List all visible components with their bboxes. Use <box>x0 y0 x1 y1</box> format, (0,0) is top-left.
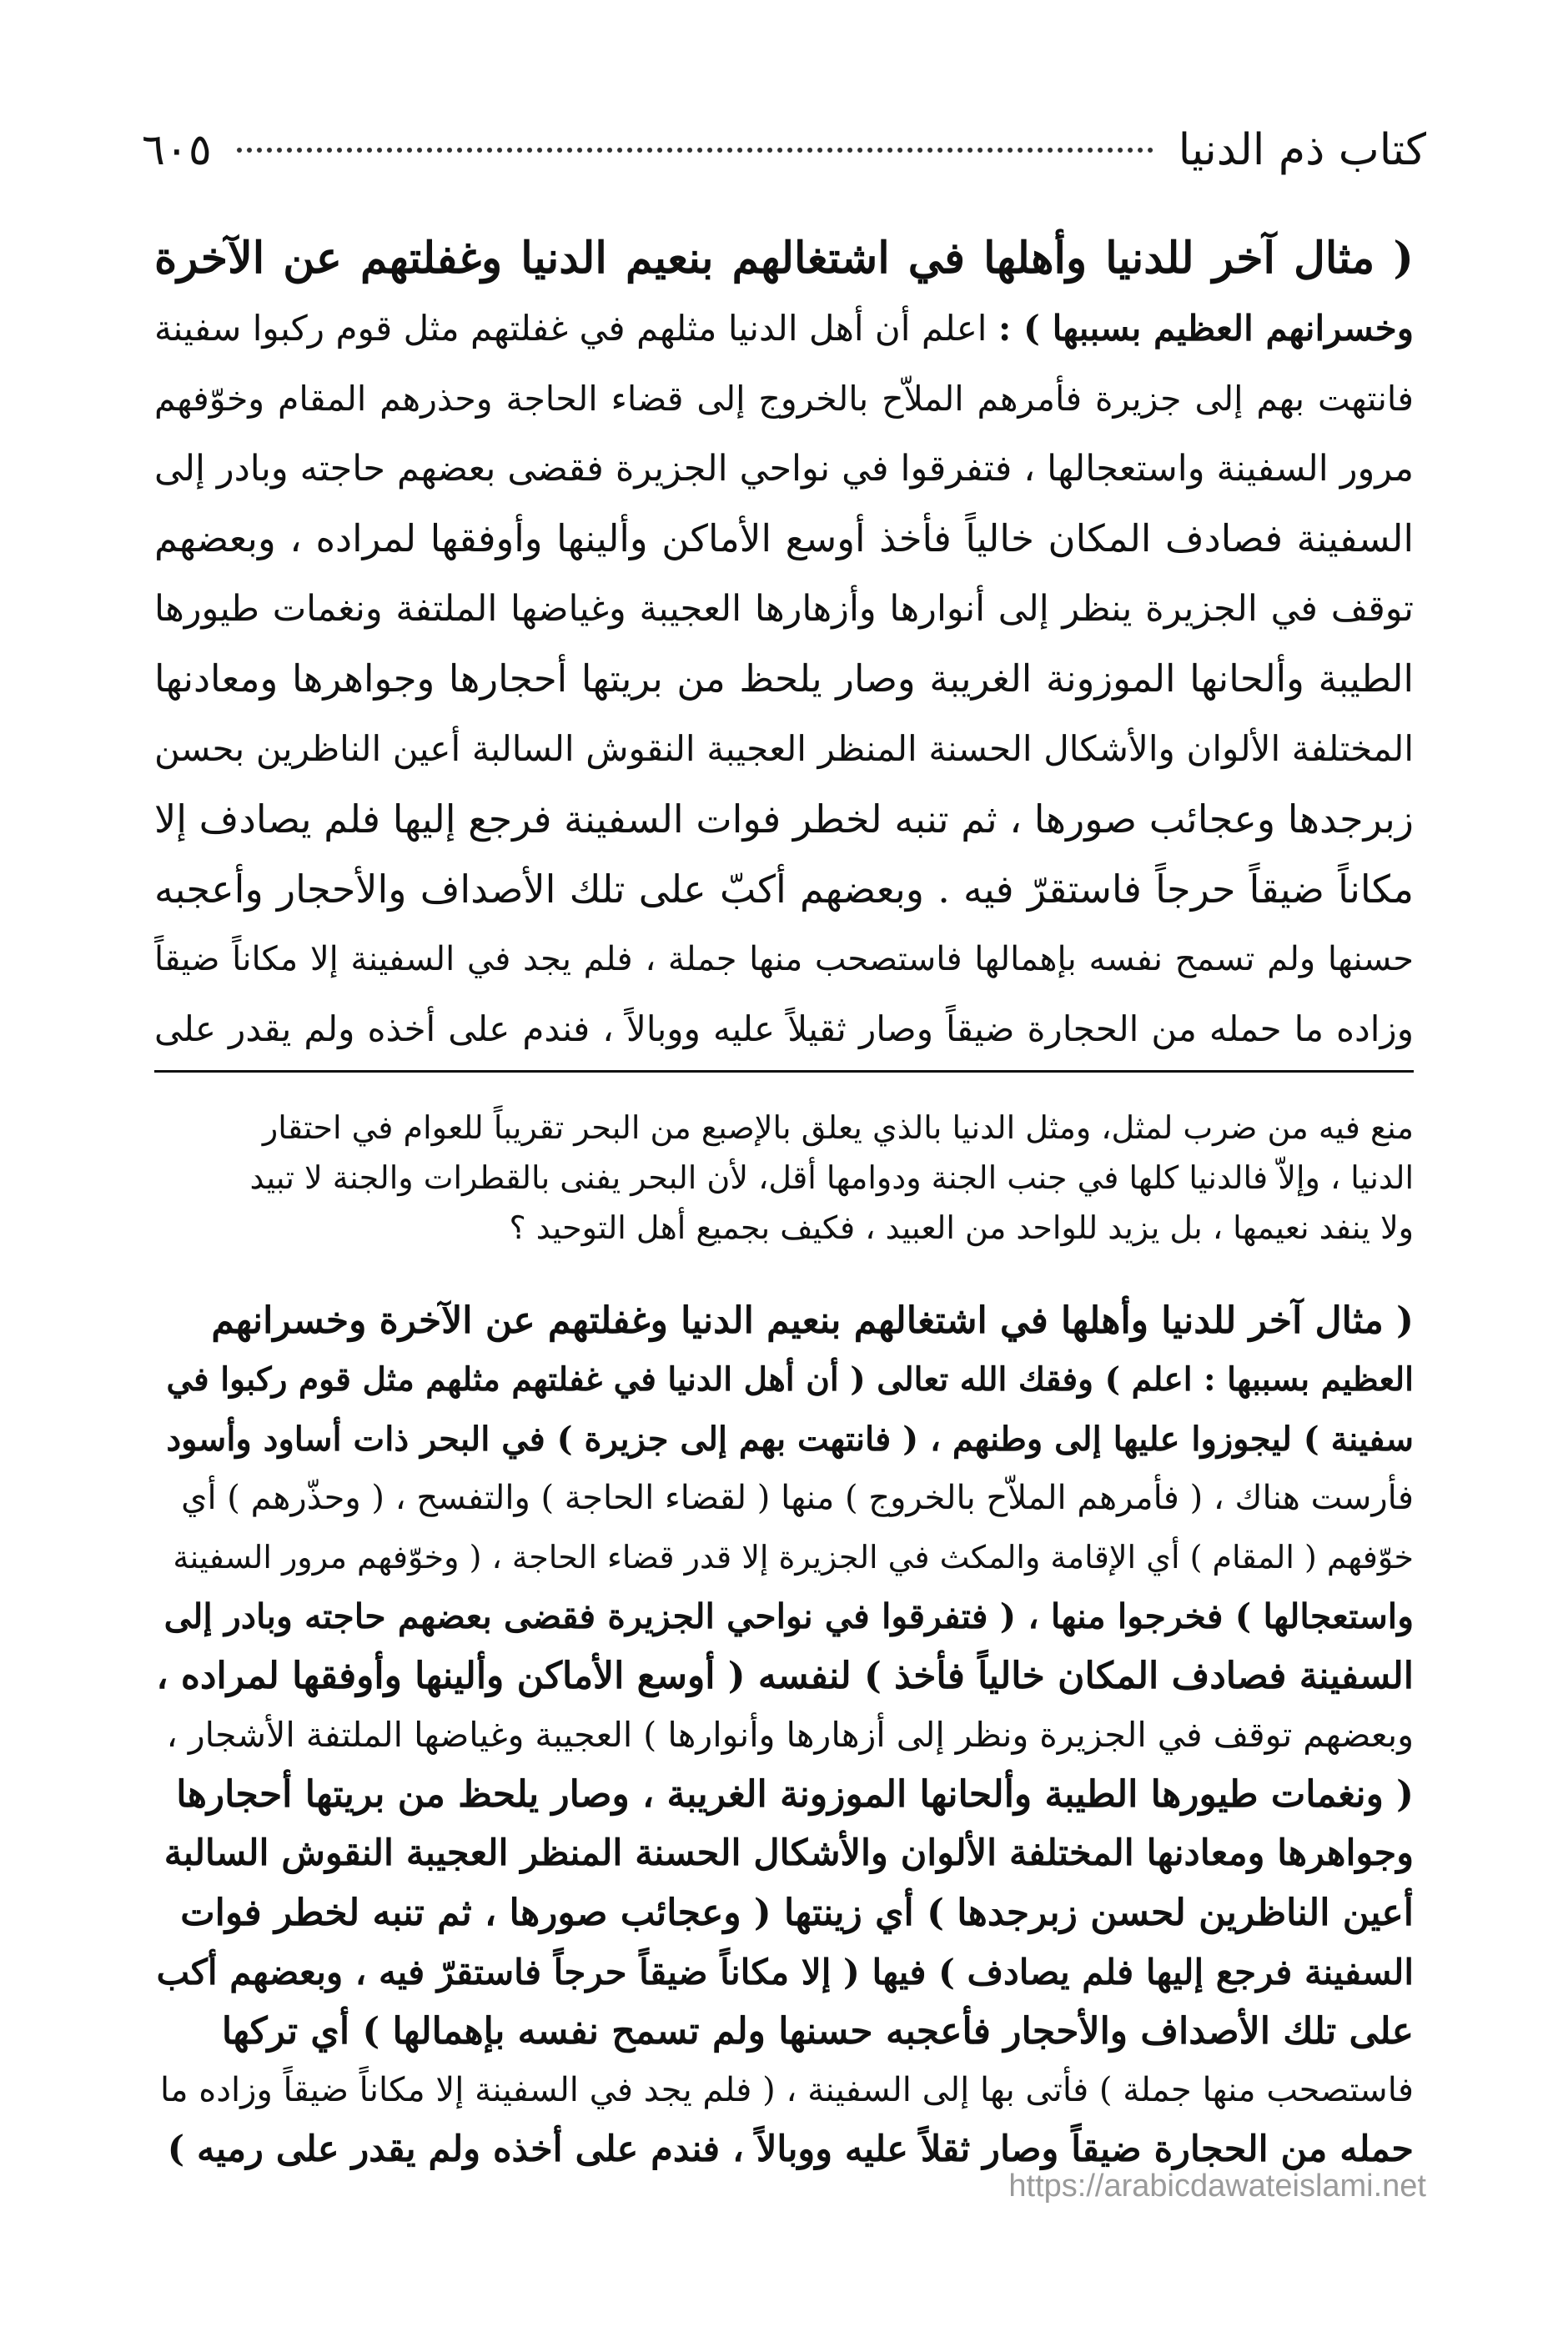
main-text-line: وزاده ما حمله من الحجارة ضيقاً وصار ثقيلاً عليه ووبالاً ، فندم على أخذه ولم يقدر على <box>154 1008 1414 1049</box>
commentary-line: فأرست هناك ، ( فأمرهم الملاّح بالخروج ) منها ( لقضاء الحاجة ) والتفسح ، ( وحذّرهم ) أي <box>181 1479 1414 1517</box>
section-divider <box>154 1070 1414 1073</box>
source-url-watermark: https://arabicdawateislami.net <box>1008 2169 1426 2204</box>
commentary-line: السفينة فرجع إليها فلم يصادف ) فيها ( إلا مكاناً ضيقاً حرجاً فاستقرّ فيه ، وبعضهم أكب <box>156 1952 1414 1993</box>
dot-leader <box>237 148 1153 153</box>
commentary-line: ( ونغمات طيورها الطيبة وألحانها الموزونة الغريبة ، وصار يلحظ من بريتها أحجارها <box>176 1773 1414 1816</box>
main-text-line: اعلم أن أهل الدنيا مثلهم في غفلتهم مثل قوم ركبوا سفينة <box>154 308 988 349</box>
page-number: ٦٠٥ <box>142 125 212 175</box>
commentary-line: خوّفهم ( المقام ) أي الإقامة والمكث في الجزيرة إلا قدر قضاء الحاجة ، ( وخوّفهم مرور السفينة <box>173 1539 1414 1576</box>
commentary <box>154 1291 1414 2179</box>
commentary-line: واستعجالها ) فخرجوا منها ، ( فتفرقوا في نواحي الجزيرة فقضى بعضهم حاجته وبادر إلى <box>163 1596 1414 1636</box>
commentary-line: فاستصحب منها جملة ) فأتى بها إلى السفينة ، ( فلم يجد في السفينة إلا مكاناً ضيقاً وزاده ما <box>159 2071 1414 2109</box>
commentary-line: سفينة ) ليجوزوا عليها إلى وطنهم ، ( فانتهت بهم إلى جزيرة ) في البحر ذات أساود وأسود <box>166 1420 1414 1459</box>
section-title-continued <box>154 294 1414 364</box>
running-title: كتاب ذم الدنيا <box>1178 125 1426 175</box>
main-text-line: زبرجدها وعجائب صورها ، ثم تنبه لخطر فوات السفينة فرجع إليها فلم يصادف إلا <box>154 797 1414 842</box>
section-title: ( مثال آخر للدنيا وأهلها في اشتغالهم بنعيم الدنيا وغفلتهم عن الآخرة <box>154 233 1414 284</box>
commentary-line: حمله من الحجارة ضيقاً وصار ثقلاً عليه ووبالاً ، فندم على أخذه ولم يقدر على رميه ) <box>167 2128 1414 2170</box>
commentary-line: على تلك الأصداف والأحجار فأعجبه حسنها ولم تسمح نفسه بإهمالها ) أي تركها <box>221 2010 1414 2053</box>
commentary-line: العظيم بسببها : اعلم ) وفقك الله تعالى ( أن أهل الدنيا في غفلتهم مثلهم مثل قوم ركبوا في <box>166 1360 1414 1399</box>
commentary-line: أعين الناظرين لحسن زبرجدها ) أي زينتها ( وعجائب صورها ، ثم تنبه لخطر فوات <box>180 1892 1414 1934</box>
main-text-line: حسنها ولم تسمح نفسه بإهمالها فاستصحب منها جملة ، فلم يجد في السفينة إلا مكاناً ضيقاً <box>154 940 1414 978</box>
section-title-end: وخسرانهم العظيم بسببها ) : <box>998 308 1414 349</box>
commentary-line: السفينة فصادف المكان خالياً فأخذ ) لنفسه ( أوسع الأماكن وألينها وأوفقها لمراده ، <box>156 1655 1414 1697</box>
page-header <box>142 117 1426 183</box>
commentary-line: وبعضهم توقف في الجزيرة ونظر إلى أزهارها وأنوارها ) العجيبة وغياضها الملتفة الأشجار ، <box>166 1715 1414 1755</box>
footnote-line: منع فيه من ضرب لمثل، ومثل الدنيا بالذي يعلق بالإصبع من البحر تقريباً للعوام في احتقار <box>262 1109 1414 1146</box>
footnote-line: ولا ينفد نعيمها ، بل يزيد للواحد من العبيد ، فكيف بجميع أهل التوحيد ؟ <box>509 1209 1414 1246</box>
main-text-line: مكاناً ضيقاً حرجاً فاستقرّ فيه . وبعضهم أكبّ على تلك الأصداف والأحجار وأعجبه <box>154 867 1414 912</box>
main-text <box>154 224 1414 1064</box>
footnote <box>154 1103 1414 1253</box>
main-text-line: المختلفة الألوان والأشكال الحسنة المنظر العجيبة النقوش السالبة أعين الناظرين بحسن <box>154 728 1414 769</box>
main-text-line: الطيبة وألحانها الموزونة الغريبة وصار يلحظ من بريتها أحجارها وجواهرها ومعادنها <box>154 656 1414 701</box>
commentary-line: وجواهرها ومعادنها المختلفة الألوان والأشكال الحسنة المنظر العجيبة النقوش السالبة <box>163 1832 1414 1874</box>
main-text-line: السفينة فصادف المكان خالياً فأخذ أوسع الأماكن وألينها وأوفقها لمراده ، وبعضهم <box>154 516 1414 560</box>
main-text-line: مرور السفينة واستعجالها ، فتفرقوا في نواحي الجزيرة فقضى بعضهم حاجته وبادر إلى <box>154 448 1414 490</box>
main-text-line: توقف في الجزيرة ينظر إلى أنوارها وأزهارها العجيبة وغياضها الملتفة ونغمات طيورها <box>154 588 1414 630</box>
footnote-line: الدنيا ، وإلاّ فالدنيا كلها في جنب الجنة ودوامها أقل، لأن البحر يفنى بالقطرات والجنة لا تبيد <box>249 1159 1414 1196</box>
main-text-line: فانتهت بهم إلى جزيرة فأمرهم الملاّح بالخروج إلى قضاء الحاجة وحذرهم المقام وخوّفهم <box>154 379 1414 419</box>
commentary-line: ( مثال آخر للدنيا وأهلها في اشتغالهم بنعيم الدنيا وغفلتهم عن الآخرة وخسرانهم <box>211 1299 1414 1342</box>
